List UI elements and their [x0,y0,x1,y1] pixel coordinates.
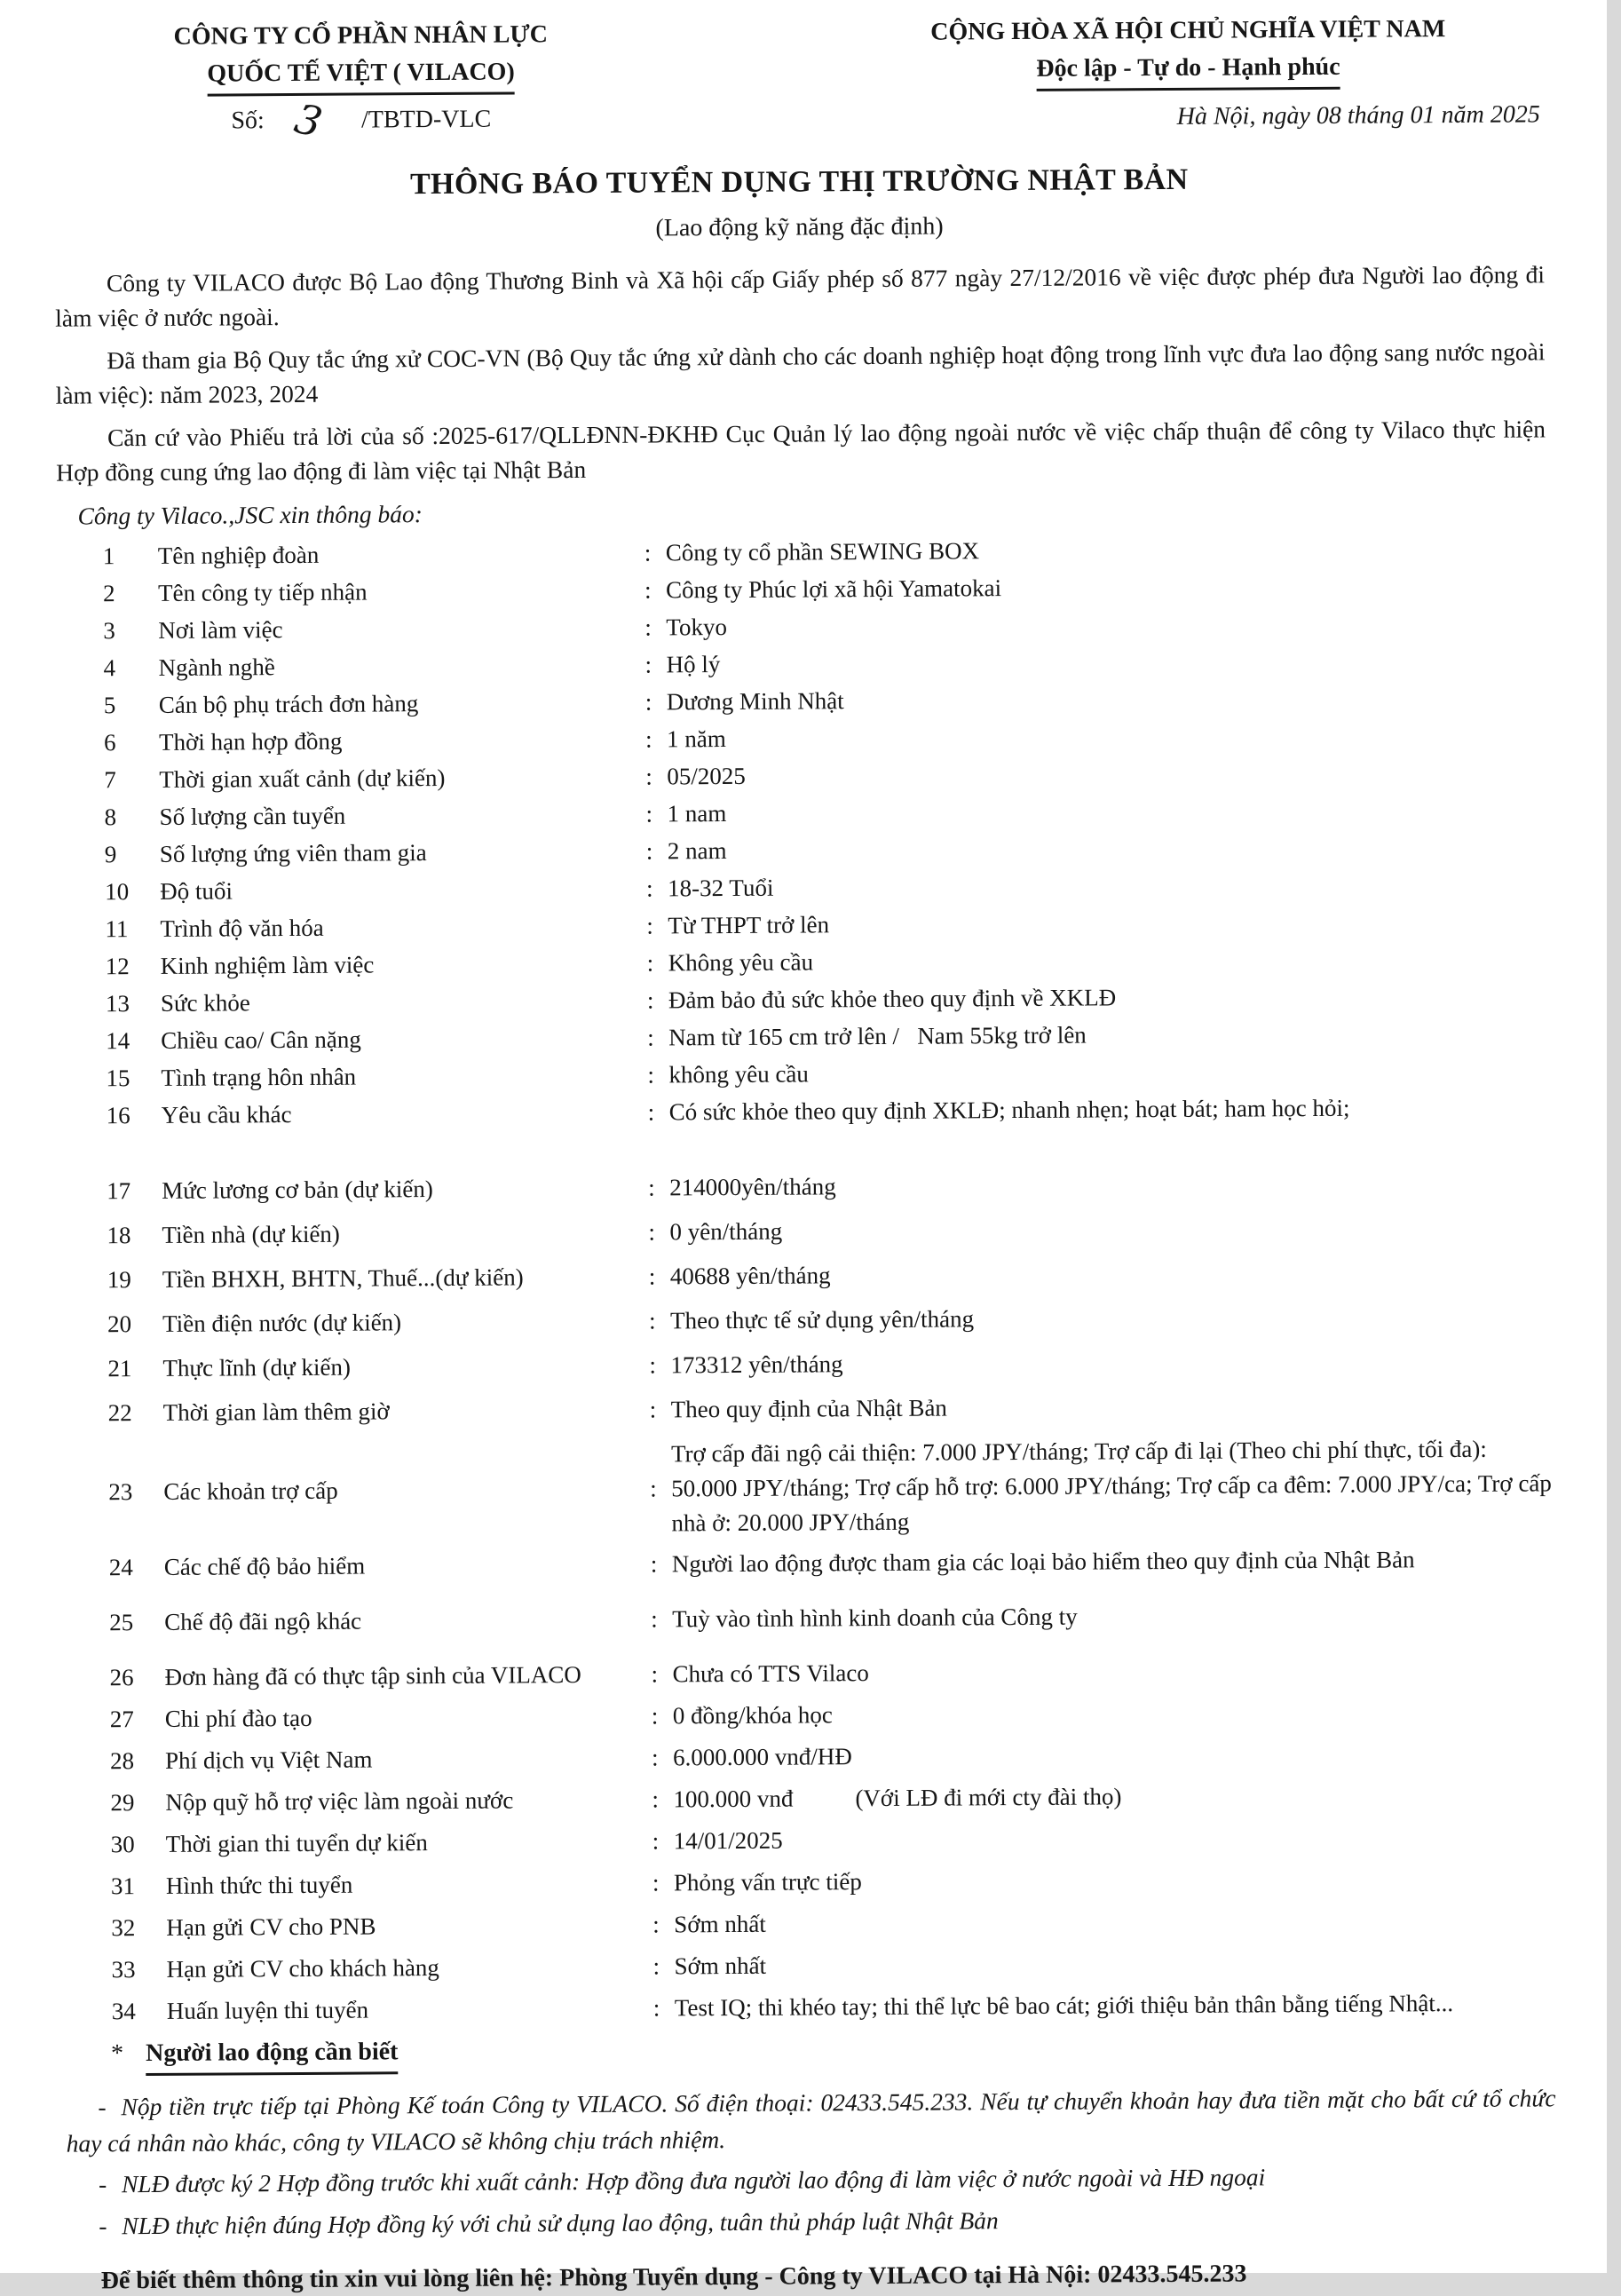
item-row [63,1651,1553,1695]
announcement-intro: Công ty Vilaco.,JSC xin thông báo: [77,499,423,530]
item-colon: : [652,1744,659,1771]
item-number: 4 [103,654,116,682]
item-value: Tuỳ vào tình hình kinh doanh của Công ty [672,1603,1078,1633]
issuer-block [94,18,628,146]
footer-note-text: NLĐ được ký 2 Hợp đồng trước khi xuất cảnh: Hợp đồng đưa người lao động đi làm việc ở nước ngoài và HĐ ngoại [121,2163,1266,2198]
item-colon: : [650,1550,658,1578]
item-label: Nộp quỹ hỗ trợ việc làm ngoài nước [165,1786,514,1816]
item-colon: : [646,912,653,939]
item-value: Sớm nhất [674,1910,766,1938]
contact-line: Để biết thêm thông tin xin vui lòng liên hệ: Phòng Tuyển dụng - Công ty VILACO tại Hà Nội: 02433.545.233 [100,2260,1247,2295]
item-row [65,1902,1554,1945]
item-value: 1 năm [667,724,726,753]
item-colon: : [651,1702,659,1730]
footer-note [67,2157,1556,2203]
item-label: Thực lĩnh (dự kiến) [162,1353,351,1382]
item-row [60,1089,1550,1133]
item-row [64,1735,1554,1778]
intro-paragraph: Đã tham gia Bộ Quy tắc ứng xử COC-VN (Bộ Quy tắc ứng xử dành cho các doanh nghiệp hoạt động trong lĩnh vực đưa lao động sang nước ngoài làm việc): năm 2023, 2024 [55,337,1546,409]
item-value: Theo quy định của Nhật Bản [670,1394,947,1423]
job-details-list [57,530,1555,2029]
item-value: Người lao động được tham gia các loại bảo hiểm theo quy định của Nhật Bản [671,1546,1415,1578]
intro-paragraph: Căn cứ vào Phiếu trả lời của số :2025-617/QLLĐNN-ĐKHĐ Cục Quản lý lao động ngoài nước về việc chấp thuận để công ty Vilaco thực hiện Hợp đồng cung ứng lao động đi làm việc tại Nhật Bản [56,415,1546,487]
item-colon: : [649,1307,656,1334]
item-number: 7 [104,766,116,794]
item-value: Không yêu cầu [668,948,814,977]
national-motto: Độc lập - Tự do - Hạnh phúc [1036,51,1340,91]
item-colon: : [644,651,652,678]
item-value: Hộ lý [666,650,721,678]
footer-note [66,2079,1555,2162]
item-number: 8 [104,804,117,831]
item-label: Thời gian thi tuyển dự kiến [165,1828,428,1857]
item-label: Số lượng ứng viên tham gia [159,838,427,867]
item-value: 14/01/2025 [673,1826,783,1855]
item-value: 0 yên/tháng [669,1217,783,1246]
item-colon: : [647,1061,655,1089]
item-row [58,679,1547,723]
item-label: Nơi làm việc [158,615,283,644]
item-row [60,1209,1550,1253]
item-colon: : [652,1869,660,1896]
item-value: 6.000.000 vnđ/HĐ [673,1743,852,1771]
item-number: 14 [106,1027,130,1055]
item-number: 25 [109,1608,134,1636]
item-number: 6 [104,729,116,756]
item-number: 24 [108,1553,133,1581]
item-row [61,1254,1551,1297]
document-number [95,93,628,146]
item-label: Hạn gửi CV cho khách hàng [166,1953,439,1983]
item-label: Ngành nghề [158,653,275,681]
page-subtitle: (Lao động kỹ năng đặc định) [655,212,944,242]
item-number: 15 [106,1065,130,1092]
item-number: 19 [107,1265,131,1294]
item-number: 1 [102,542,115,570]
item-value: Trợ cấp đãi ngộ cải thiện: 7.000 JPY/tháng; Trợ cấp đi lại (Theo chi phí thực, tối đa): 50.000 JPY/tháng; Trợ cấp hỗ trợ: 6.000 JPY/tháng; Trợ cấp ca đêm: 7.000 JPY/ca; Trợ cấp nhà ở: 20.000 JPY/tháng [670,1435,1552,1537]
item-row [59,1052,1549,1096]
item-label: Hình thức thi tuyển [165,1871,353,1899]
item-value: Công ty Phúc lợi xã hội Yamatokai [665,574,1002,604]
item-row [65,1818,1554,1862]
item-label: Các chế độ bảo hiểm [163,1552,366,1580]
item-value: Đảm bảo đủ sức khỏe theo quy định về XKLĐ [668,984,1117,1014]
item-colon: : [651,1660,659,1688]
item-colon: : [652,1785,659,1813]
item-number: 22 [107,1398,132,1427]
item-colon: : [645,725,652,753]
item-label: Các khoản trợ cấp [163,1477,338,1505]
item-row [59,903,1548,946]
item-number: 33 [111,1955,136,1983]
item-colon: : [650,1475,657,1502]
item-label: Yêu cầu khác [161,1100,292,1128]
item-number: 11 [105,915,129,943]
item-row [65,1860,1554,1904]
item-number: 23 [108,1477,133,1506]
item-value: Công ty cổ phần SEWING BOX [665,537,980,566]
item-number: 2 [102,580,115,607]
item-label: Thời hạn hợp đồng [159,727,343,756]
item-value: Phỏng vấn trực tiếp [673,1867,862,1896]
item-number: 13 [105,990,130,1017]
item-label: Hạn gửi CV cho PNB [166,1912,376,1941]
item-row [57,642,1546,685]
item-value: 0 đồng/khóa học [672,1701,833,1730]
item-number: 20 [107,1310,132,1338]
item-colon: : [647,1024,654,1051]
item-value: Tokyo [666,613,728,641]
item-value: Nam từ 165 cm trở lên / Nam 55kg trở lên [668,1021,1087,1051]
item-row [63,1541,1553,1585]
footer-note [67,2198,1556,2244]
item-colon: : [646,986,654,1014]
item-colon: : [652,1994,660,2022]
item-row [59,791,1548,835]
dateline: Hà Nội, ngày 08 tháng 01 năm 2025 [1176,99,1540,131]
item-number: 17 [107,1177,131,1205]
item-colon: : [647,1098,655,1126]
item-value: không yêu cầu [668,1060,809,1089]
employee-note-heading: Người lao động cần biết [146,2034,399,2076]
item-value: Chưa có TTS Vilaco [672,1659,869,1688]
item-number: 31 [110,1872,136,1900]
item-label: Kinh nghiệm làm việc [160,951,375,979]
item-row [59,866,1548,909]
item-label: Tiền nhà (dự kiến) [162,1220,340,1248]
item-row [64,1777,1554,1820]
item-row [58,717,1547,760]
item-label: Sức khỏe [160,989,250,1017]
footer-note-text: Nộp tiền trực tiếp tại Phòng Kế toán Công ty VILACO. Số điện thoại: 02433.545.233. Nếu tự chuyển khoản hay đưa tiền mặt cho bất cứ tổ chức hay cá nhân nào khác, công ty VILACO sẽ không chịu trách nhiệm. [66,2084,1556,2157]
item-row [60,1165,1550,1208]
item-colon: : [644,576,652,604]
item-value: 173312 yên/tháng [670,1350,843,1379]
footer-note-text: NLĐ thực hiện đúng Hợp đồng ký với chủ sử dụng lao động, tuân thủ pháp luật Nhật Bản [122,2205,999,2239]
item-row [59,940,1549,984]
item-value: 18-32 Tuổi [668,874,774,902]
item-colon: : [645,837,653,865]
item-number: 18 [107,1222,131,1249]
employee-note-heading-row [66,2027,1555,2076]
item-label: Thời gian xuất cảnh (dự kiến) [159,764,446,793]
item-number: 16 [106,1102,130,1129]
item-number: 28 [110,1746,135,1775]
document-number-prefix: Số: [231,106,265,135]
item-colon: : [652,1911,660,1938]
item-row [66,1985,1555,2029]
item-colon: : [649,1396,657,1423]
item-label: Chi phí đào tạo [164,1704,312,1732]
item-colon: : [648,1218,656,1246]
item-label: Trình độ văn hóa [160,914,324,942]
item-colon: : [646,949,654,977]
item-colon: : [644,539,652,566]
item-label: Chiều cao/ Cân nặng [161,1025,361,1054]
dash-marker: - [98,2170,107,2198]
item-row [57,605,1546,648]
dash-marker: - [99,2211,107,2239]
item-value: 05/2025 [667,762,746,790]
intro-paragraph: Công ty VILACO được Bộ Lao động Thương Binh và Xã hội cấp Giấy phép số 877 ngày 27/12/2016 về việc được phép đưa Người lao động đi làm việc ở nước ngoài. [55,259,1546,332]
item-colon: : [648,1263,656,1290]
item-row [61,1298,1551,1342]
item-label: Tiền điện nước (dự kiến) [162,1309,402,1337]
document-header [53,12,1544,146]
item-value: Theo thực tế sử dụng yên/tháng [670,1305,975,1334]
item-row [62,1387,1552,1430]
item-value: 100.000 vnđ [673,1785,794,1813]
item-label: Tên công ty tiếp nhận [157,578,368,606]
item-colon: : [648,1174,655,1201]
item-number: 30 [110,1830,135,1858]
item-row [59,828,1548,872]
item-number: 34 [111,1997,136,2025]
item-label: Cán bộ phụ trách đơn hàng [158,690,419,718]
item-number: 9 [104,841,117,868]
issuer-name-line2: QUỐC TẾ VIỆT ( VILACO) [207,55,515,96]
item-label: Số lượng cần tuyển [159,802,346,830]
item-label: Huấn luyện thi tuyển [166,1996,369,2024]
item-label: Phí dịch vụ Việt Nam [165,1746,373,1774]
item-colon: : [652,1827,660,1855]
item-label: Chế độ đãi ngộ khác [164,1607,362,1635]
item-colon: : [644,614,652,641]
issuer-name-line1: CÔNG TY CỔ PHẦN NHÂN LỰC [173,20,548,51]
item-colon: : [652,1952,660,1980]
item-value-note: (Với LĐ đi mới cty đài thọ) [855,1783,1122,1812]
item-value: Từ THPT trở lên [668,911,830,939]
item-label: Thời gian làm thêm giờ [162,1397,390,1426]
item-row [61,1342,1551,1386]
item-row [65,1944,1554,1987]
item-value: Test IQ; thi khéo tay; thi thể lực bê bao cát; giới thiệu bản thân bằng tiếng Nhật... [674,1989,1454,2022]
dash-marker: - [98,2093,107,2121]
item-colon: : [645,763,652,790]
item-value: 214000yên/tháng [669,1173,836,1201]
item-number: 21 [107,1354,132,1382]
item-row [63,1596,1553,1640]
item-label: Đơn hàng đã có thực tập sinh của VILACO [164,1660,581,1690]
item-value: Có sức khỏe theo quy định XKLĐ; nhanh nhẹn; hoạt bát; ham học hỏi; [668,1094,1350,1126]
item-row [64,1693,1554,1737]
item-value: Sớm nhất [674,1952,767,1980]
item-number: 5 [103,692,116,719]
national-motto-block [833,12,1544,132]
item-value: 2 nam [667,836,727,865]
item-colon: : [645,800,653,827]
item-value: Dương Minh Nhật [666,687,844,716]
item-label: Mức lương cơ bản (dự kiến) [162,1175,433,1204]
item-row [58,754,1547,797]
document-number-suffix: /TBTD-VLC [360,105,492,134]
item-number: 10 [105,878,130,906]
national-title: CỘNG HÒA XÃ HỘI CHỦ NGHĨA VIỆT NAM [930,15,1446,46]
item-number: 32 [111,1913,136,1942]
item-number: 29 [110,1788,135,1817]
item-colon: : [644,688,652,716]
item-value: 40688 yên/tháng [669,1262,831,1290]
handwritten-number: 3 [289,93,328,146]
asterisk-marker: * [111,2039,124,2068]
item-row [57,530,1546,574]
item-number: 26 [109,1663,134,1691]
item-colon: : [649,1351,657,1379]
item-number: 12 [105,953,130,980]
item-row [62,1431,1553,1544]
item-number: 27 [109,1705,134,1733]
item-label: Tình trạng hôn nhân [161,1063,357,1091]
item-row [59,978,1549,1021]
item-row [57,567,1546,611]
page-title: THÔNG BÁO TUYỂN DỤNG THỊ TRƯỜNG NHẬT BẢN [409,162,1189,201]
item-label: Độ tuổi [160,877,233,905]
item-label: Tiền BHXH, BHTN, Thuế...(dự kiến) [162,1263,524,1293]
item-value: 1 nam [667,799,727,827]
item-colon: : [646,875,653,902]
footer-notes [66,2079,1556,2244]
item-row [59,1015,1549,1058]
item-label: Tên nghiệp đoàn [157,541,320,569]
item-number: 3 [103,617,115,645]
item-colon: : [651,1605,658,1633]
